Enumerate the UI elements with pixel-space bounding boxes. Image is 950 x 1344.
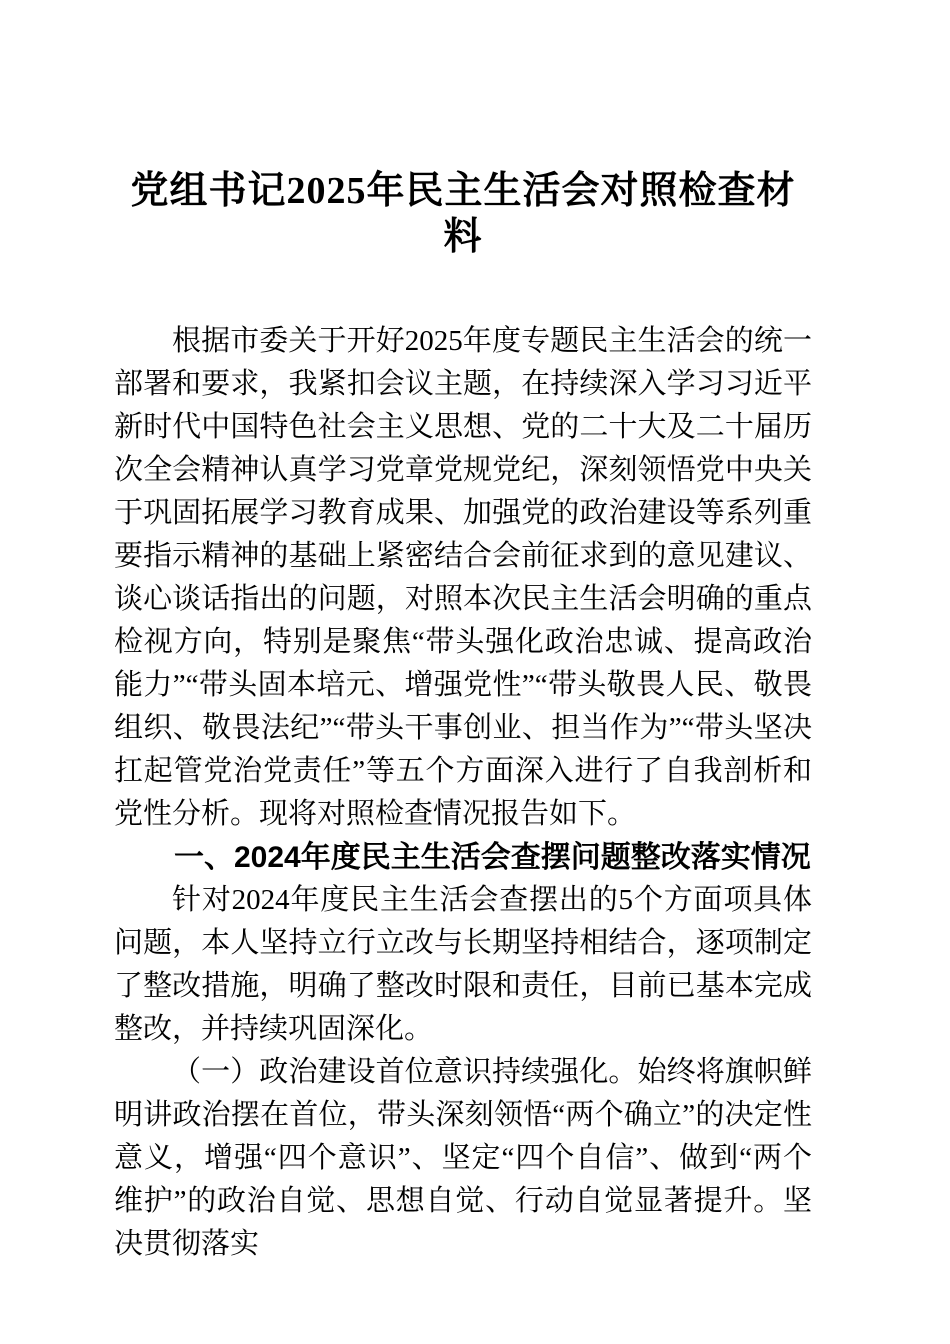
paragraph-political-construction: （一）政治建设首位意识持续强化。始终将旗帜鲜明讲政治摆在首位，带头深刻领悟“两个确立”的决定性意义，增强“四个意识”、坚定“四个自信”、做到“两个维护”的政治自觉、思想自觉、行动自觉显著提升。坚决贯彻落实 xyxy=(114,1056,812,1260)
section-heading-rectification-status: 一、2024年度民主生活会查摆问题整改落实情况 xyxy=(174,841,811,874)
document-title: 党组书记2025年民主生活会对照检查材料 xyxy=(130,170,796,258)
paragraph-introduction: 根据市委关于开好2025年度专题民主生活会的统一部署和要求，我紧扣会议主题，在持续深入学习习近平新时代中国特色社会主义思想、党的二十大及二十届历次全会精神认真学习党章党规党纪，深刻领悟党中央关于巩固拓展学习教育成果、加强党的政治建设等系列重要指示精神的基础上紧密结合会前征求到的意见建议、谈心谈话指出的问题，对照本次民主生活会明确的重点检视方向，特别是聚焦“带头强化政治忠诚、提高政治能力”“带头固本培元、增强党性”“带头敬畏人民、敬畏组织、敬畏法纪”“带头干事创业、担当作为”“带头坚决扛起管党治党责任”等五个方面深入进行了自我剖析和党性分析。现将对照检查情况报告如下。 xyxy=(114,325,812,830)
paragraph-rectification-summary: 针对2024年度民主生活会查摆出的5个方面项具体问题，本人坚持立行立改与长期坚持相结合，逐项制定了整改措施，明确了整改时限和责任，目前已基本完成整改，并持续巩固深化。 xyxy=(114,884,812,1045)
